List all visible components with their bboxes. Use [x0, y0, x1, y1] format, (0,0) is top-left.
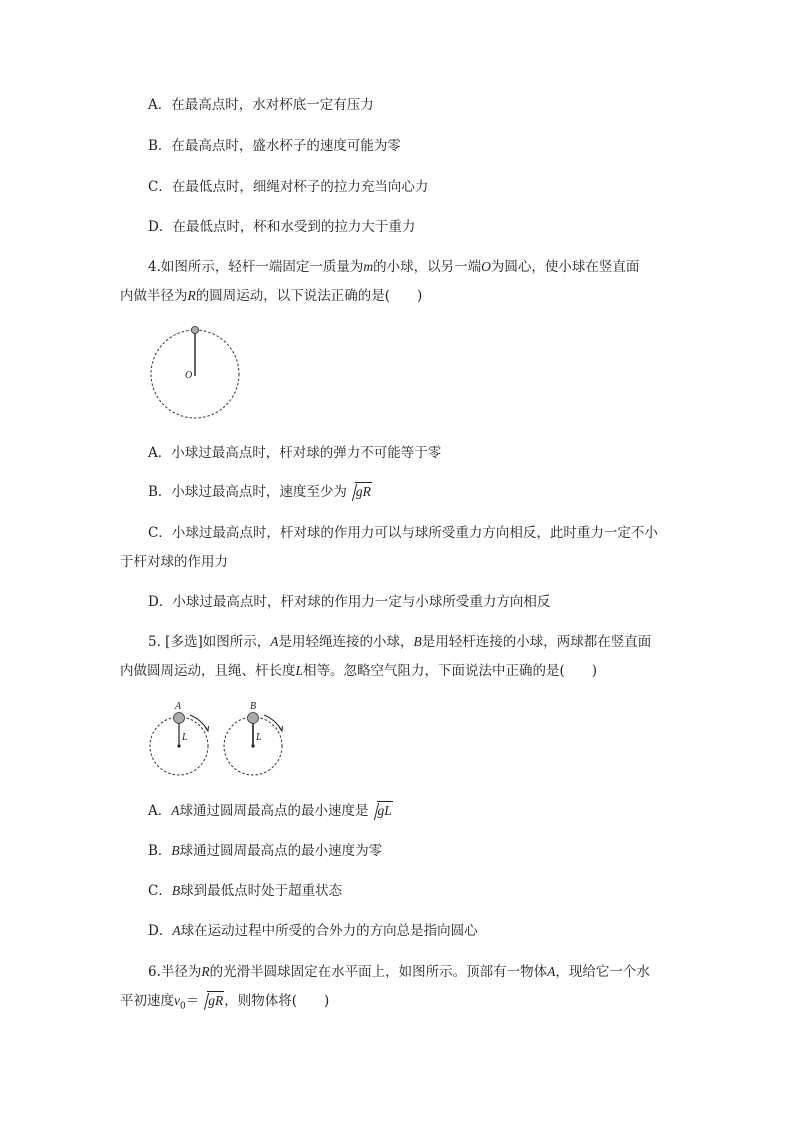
q4-option-d: D．小球过最高点时，杆对球的作用力一定与小球所受重力方向相反 [148, 594, 551, 610]
q5-option-a: A．A球通过圆周最高点的最小速度是 gL [148, 803, 392, 819]
q4-option-a: A．小球过最高点时，杆对球的弹力不可能等于零 [148, 445, 442, 461]
q5-fig-label-L-2: L [256, 732, 262, 743]
ball-B-icon [248, 713, 259, 724]
q3-option-d: D．在最低点时，杯和水受到的拉力大于重力 [148, 219, 416, 235]
q5-stem-line-2: 内做圆周运动，且绳、杆长度L相等。忽略空气阻力，下面说法中正确的是( ) [120, 663, 598, 679]
q4-rod-circle-figure [148, 322, 244, 422]
q5-fig-label-L-1: L [182, 732, 188, 743]
q3-option-c: C．在最低点时，细绳对杯子的拉力充当向心力 [148, 179, 429, 195]
var-R: R [187, 288, 196, 303]
q5-option-d: D．A球在运动过程中所受的合外力的方向总是指向圆心 [148, 923, 478, 939]
sqrt-symbol: gR [200, 991, 224, 1011]
q3-option-a: A．在最高点时，水对杯底一定有压力 [148, 97, 374, 113]
q5-rope-rod-figure [146, 700, 306, 780]
q5-fig-label-B: B [250, 701, 257, 712]
q4-option-b: B．小球过最高点时，速度至少为 gR [148, 484, 371, 500]
ball-A-icon [174, 713, 185, 724]
var-O: O [481, 259, 491, 274]
q5-option-b: B．B球通过圆周最高点的最小速度为零 [148, 843, 383, 859]
sqrt-symbol: gL [370, 801, 393, 821]
q6-stem-line-2: 平初速度$v_0=$ gR，则物体将( ) [120, 993, 330, 1012]
var-m: m [363, 259, 374, 274]
q4-fig-label-O: O [185, 370, 193, 381]
q4-option-c-line-1: C．小球过最高点时，杆对球的作用力可以与球所受重力方向相反，此时重力一定不小 [148, 525, 658, 541]
q6-stem-line-1: 6.半径为R的光滑半圆球固定在水平面上，如图所示。顶部有一物体A，现给它一个水 [148, 964, 650, 980]
q5-stem-line-1: 5. [多选]如图所示，A是用轻绳连接的小球，B是用轻杆连接的小球，两球都在竖直面 [148, 634, 652, 650]
ball-icon [191, 326, 198, 333]
q5-fig-label-A: A [175, 701, 182, 712]
q3-option-b: B．在最高点时，盛水杯子的速度可能为零 [148, 138, 401, 154]
q4-option-c-line-2: 于杆对球的作用力 [120, 554, 228, 570]
q4-stem-line-2: 内做半径为R的圆周运动，以下说法正确的是( ) [120, 288, 423, 304]
q4-stem-line-1: 4.如图所示，轻杆一端固定一质量为m的小球，以另一端O为圆心，使小球在竖直面 [148, 259, 640, 275]
q5-option-c: C．B球到最低点时处于超重状态 [148, 883, 343, 899]
sqrt-symbol: gR [348, 482, 372, 502]
